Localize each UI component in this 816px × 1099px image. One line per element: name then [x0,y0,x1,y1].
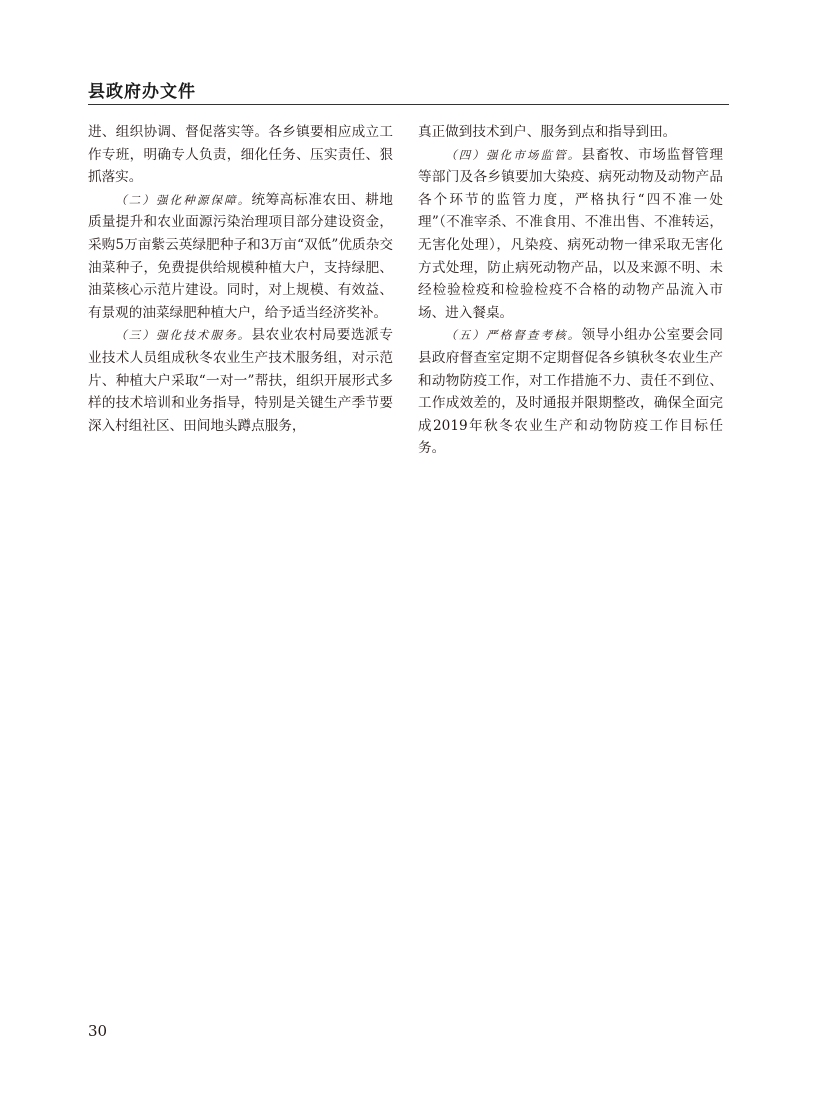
paragraph-text: 县畜牧、市场监督管理等部门及各乡镇要加大染疫、病死动物及动物产品各个环节的监管力度，严格执行“四不准一处理”（不准宰杀、不准食用、不准出售、不准转运，无害化处理），凡染疫、病死动物一律采取无害化方式处理，防止病死动物产品，以及来源不明、未经检验检疫和检验检疫不合格的动物产品流入市场、进入餐桌。 [418,146,723,321]
page-number: 30 [88,1022,108,1040]
paragraph-text: 领导小组办公室要会同县政府督查室定期不定期督促各乡镇秋冬农业生产和动物防疫工作，对工作措施不力、责任不到位、工作成效差的，及时通报并限期整改，确保全面完成2019年秋冬农业生产和动物防疫工作目标任务。 [418,327,723,457]
paragraph-text: 统筹高标准农田、耕地质量提升和农业面源污染治理项目部分建设资金，采购5万亩紫云英绿肥种子和3万亩“双低”优质杂交油菜种子，免费提供给规模种植大户，支持绿肥、油菜核心示范片建设。同时，对上规模、有效益、有景观的油菜绿肥种植大户，给予适当经济奖补。 [88,191,393,321]
section-heading: （五）严格督查考核。 [445,328,582,343]
paragraph-continuation [88,121,393,189]
section-heading: （四）强化市场监管。 [445,147,582,162]
section-heading: （三）强化技术服务。 [115,328,252,343]
paragraph-market-supervision [418,144,723,325]
paragraph-continuation [418,121,723,144]
paragraph-text: 进、组织协调、督促落实等。各乡镇要相应成立工作专班，明确专人负责，细化任务、压实责任、狠抓落实。 [88,124,393,186]
paragraph-text: 真正做到技术到户、服务到点和指导到田。 [418,124,677,140]
left-text-column [88,121,393,437]
paragraph-technical-service [88,324,393,437]
header-divider [88,104,729,105]
paragraph-inspection-assessment [418,324,723,460]
paragraph-text: 县农业农村局要选派专业技术人员组成秋冬农业生产技术服务组，对示范片、种植大户采取“一对一”帮扶，组织开展形式多样的技术培训和业务指导，特别是关键生产季节要深入村组社区、田间地头蹲点服务， [88,327,393,434]
right-text-column [418,121,723,460]
running-header-title: 县政府办文件 [88,82,196,102]
paragraph-seed-supply [88,189,393,325]
section-heading: （二）强化种源保障。 [115,192,252,207]
